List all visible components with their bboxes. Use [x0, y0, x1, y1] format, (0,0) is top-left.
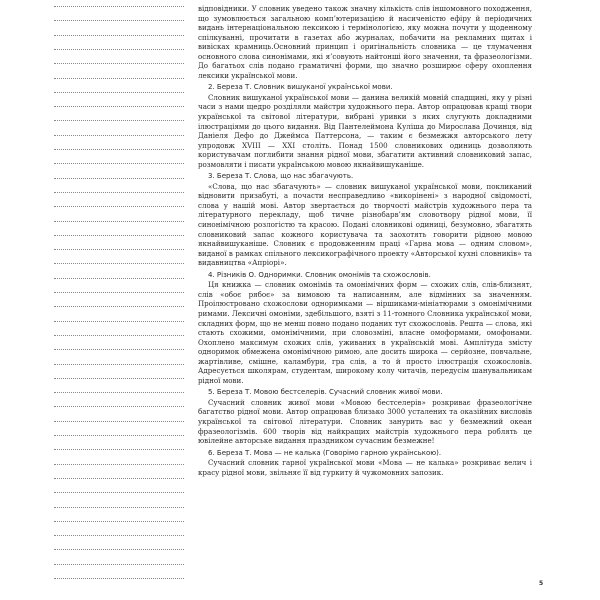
- entry-title: 4. Різників О. Одноримки. Словник омонімів та схожословів.: [208, 270, 431, 279]
- note-line: [54, 321, 184, 322]
- entry-paragraph: «Слова, що нас збагачують» — словник вишуканої української мови, покликаний відновити призабуті, а почасти несправедливо «викорінені» з народної свідомості, слова у нашій мові. Автор звертається до творчості майстрів художнього пера та літературного перекладу, щоб тичне різнобарв’ям словотвору рідної мови, її синонімічною розлогістю та красою. Подані словникові одиниці, безумовно, збагатять словниковий запас кожного користувача та заохотять говорити рідною мовою якнайвишуканіше. Словник є продовженням праці «Гарна мова — одним словом», виданої в рамках спільного лексикографічного проекту «Авторської кухні словників» та видавництва «Апріорі».: [198, 181, 532, 268]
- note-line: [54, 306, 184, 307]
- entry-paragraph: Сучасний словник живої мови «Мовою бестселерів» розкриває фразеологічне багатство рідної мови. Автор опрацював близько 3000 усталених та оказійних висловів української та світової літератури. Словник занурить вас у безмежний океан фразеологізмів. 600 творів від найкращих майстрів художнього пера роблять це ювілейне авторське видання праздником сучасним безмежне!: [198, 397, 532, 446]
- note-line: [54, 192, 184, 193]
- note-line: [54, 6, 184, 7]
- note-line: [54, 135, 184, 136]
- note-line: [54, 535, 184, 536]
- note-line: [54, 263, 184, 264]
- note-line: [54, 349, 184, 350]
- note-line: [54, 421, 184, 422]
- note-line: [54, 20, 184, 21]
- note-line: [54, 106, 184, 107]
- note-line: [54, 249, 184, 250]
- note-line: [54, 120, 184, 121]
- note-line: [54, 435, 184, 436]
- note-line: [54, 221, 184, 222]
- note-line: [54, 235, 184, 236]
- note-line: [54, 335, 184, 336]
- note-line: [54, 378, 184, 379]
- note-line: [54, 406, 184, 407]
- note-line: [54, 564, 184, 565]
- text-column: [198, 4, 532, 477]
- note-line: [54, 149, 184, 150]
- entry-paragraph: Ця книжка — словник омонімів та омонімічних форм — схожих слів, слів-близнят, слів «обоє рябоє» за вимовою та написанням, але відмінних за значенням. Проілюстровано схожослови одноримками — віршиками-мініатюрами з омонімічними римами. Лексичні омоніми, здебільшого, взяті з 11-томного Словника української мови, складних форм, що не менш повно подано поданих тут схожословів. Решта — слова, які стають схожими, омонімічними, при словозміні, власне омоформами, омофонами. Охоплено максимум схожих слів, уживаних в українській мові. Амплітуда змісту одноримок обмежена омонімічною римою, але досить широка — серйозне, повчальне, жартівливе, смішне, каламбури, гра слів, а то й просто ілюстрація схожословів. Адресується школярам, студентам, широкому колу читачів, передусім шанувальникам рідної мови.: [198, 280, 532, 385]
- entry-title: 2. Береза Т. Словник вишуканої української мови.: [208, 83, 393, 92]
- note-line: [54, 507, 184, 508]
- note-line: [54, 392, 184, 393]
- entry-title: 5. Береза Т. Мовою бестселерів. Сучасний словник живої мови.: [208, 388, 443, 397]
- note-line: [54, 364, 184, 365]
- entry-title: 6. Береза Т. Мова — не калька (Говорімо гарною українською).: [208, 448, 442, 457]
- note-line: [54, 163, 184, 164]
- entry-title: 3. Береза Т. Слова, що нас збагачують.: [208, 172, 354, 181]
- note-line: [54, 492, 184, 493]
- entry-paragraph: Словник вишуканої української мови — данина великій мовній спадщині, яку у різні часи з нами щедро розділяли майстри художнього пера. Автор опрацював кращі твори української та світової літератури, вибрані уривки з яких слугують докладними ілюстраціями до цього видання. Від Пантелеймона Куліша до Мирослава Дочинця, від Даніеля Дефо до Джеймса Паттерсона, — таким є безмежжя авторського лету упродовж XVIII — XXI століть. Понад 1500 словникових одиниць дозволяють користувачам поглибити знання рідної мови, збагатити активний словниковий запас, розмовляти і писати українською мовою якнайвишуканіше.: [198, 92, 532, 169]
- note-line: [54, 578, 184, 579]
- note-line: [54, 478, 184, 479]
- note-line: [54, 178, 184, 179]
- note-line: [54, 49, 184, 50]
- note-line: [54, 278, 184, 279]
- note-line: [54, 92, 184, 93]
- notes-margin: [54, 6, 184, 598]
- note-line: [54, 78, 184, 79]
- note-line: [54, 549, 184, 550]
- intro-paragraph: відповідники. У словник уведено також значну кількість слів іншомовного походження, що зумовлюється загальною комп’ютеризацією й насиченістю ефіру й періодичних видань інтернаціональною лексикою і термінологією, яку можна почути у щоденному спілкуванні, прочитати в газетах або журналах, побачити на рекламних щитах і вивісках крамниць.Основний принцип і оригінальність словника — це тлумачення основного слова синонімами, які я’совують найтонші його значення, та фразеологізми. До багатьох слів подано граматичні форми, що значно розширює сферу охоплення лексики української мови.: [198, 4, 532, 80]
- note-line: [54, 521, 184, 522]
- note-line: [54, 449, 184, 450]
- page-number: 5: [539, 580, 544, 587]
- entry-paragraph: Сучасний словник гарної української мови «Мова — не калька» розкриває велич і красу рідної мови, звільняє її від гуркиту й чужомовних запозик.: [198, 458, 532, 477]
- note-line: [54, 35, 184, 36]
- note-line: [54, 63, 184, 64]
- note-line: [54, 292, 184, 293]
- note-line: [54, 206, 184, 207]
- note-line: [54, 464, 184, 465]
